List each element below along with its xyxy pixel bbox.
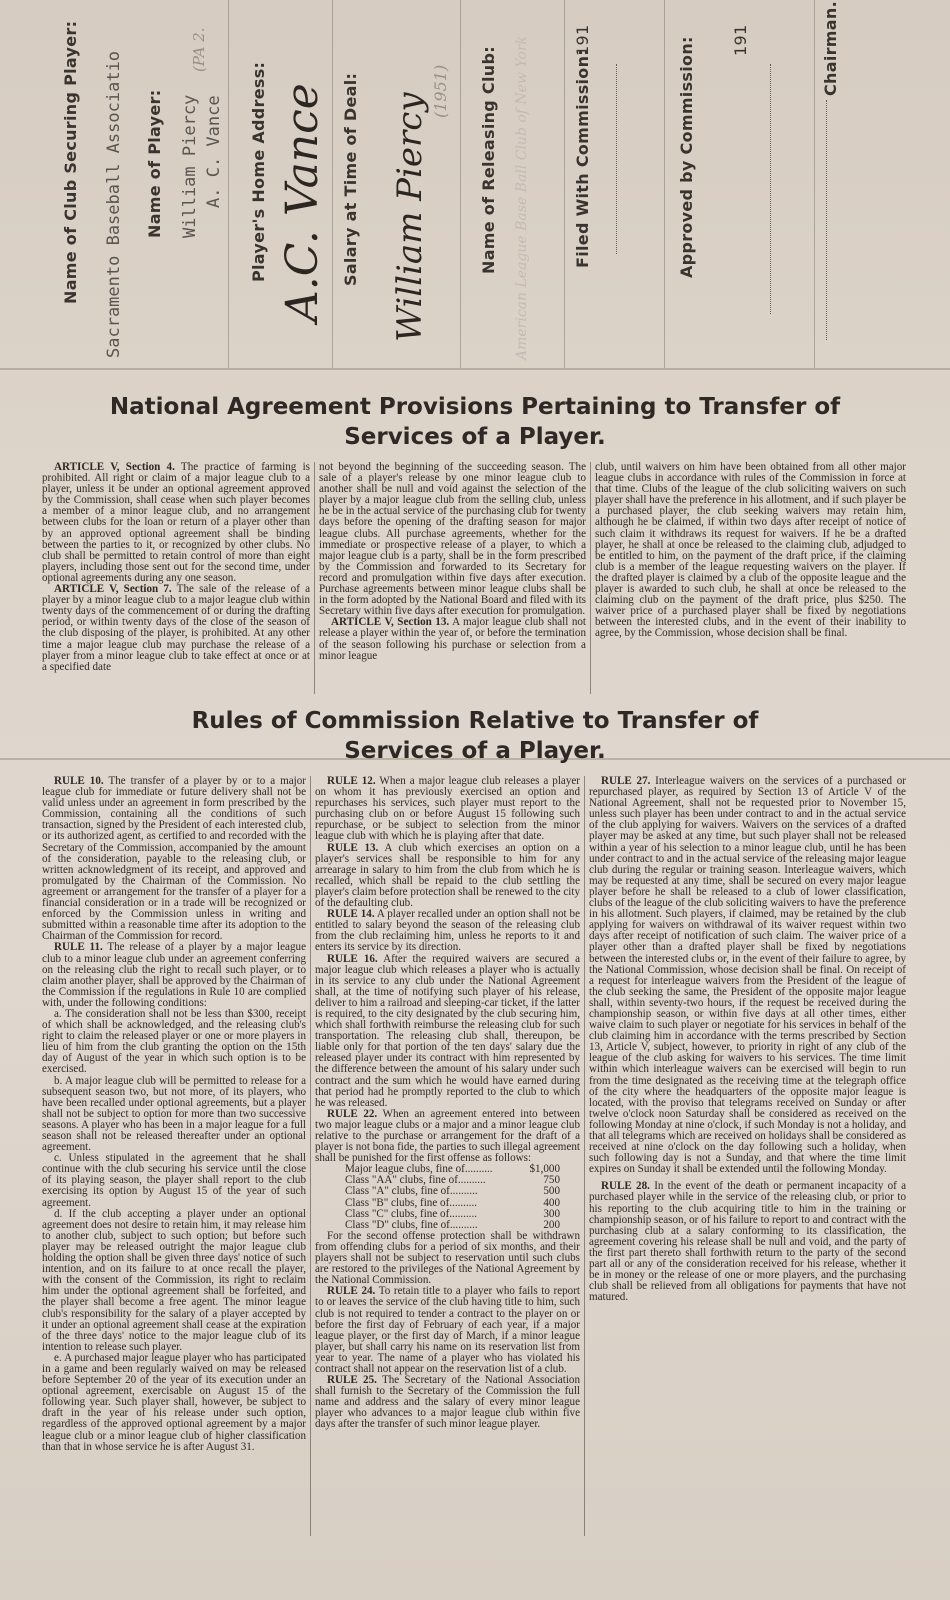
rule-paragraph: RULE 28. In the event of the death or permanent incapacity of a purchased player while in the service of the releasing club, or prior to his reporting to the club acquiring title to him in the training or championship season, or of his failure to report to and contract with the purchasing club at a salary conforming to its classification, the agreement covering his release shall be null and void, and the party of the first part thereto shall forthwith return to the party of the second part all or any of the consideration received for his release, whether it be in money or the release of one or more players, and the purchasing club shall be relieved from all obligations for payments that have not matured. <box>589 1180 907 1304</box>
value-club-securing: Sacramento Baseball Associatio <box>104 50 124 358</box>
rule-paragraph: RULE 12. When a major league club releases a player on whom it has previously exercised an option and repurchases his services, such player must report to the purchasing club on or before August 15 following such repurchase, or be subject to selection from the minor league club with which he is playing after that date. <box>315 775 580 843</box>
label-home-address: Player's Home Address: <box>249 61 268 282</box>
form-col-club-player <box>40 0 229 368</box>
form-col-salary <box>332 0 461 368</box>
stamp-releasing-club: American League Base Ball Club of New York <box>514 35 530 360</box>
fine-row: Class "AA" clubs, fine of.......... 750 <box>345 1174 560 1187</box>
label-filed: Filed With Commission: <box>573 49 592 268</box>
section1-title-line2: Services of a Player. <box>344 424 606 450</box>
section2-title-line2: Services of a Player. <box>344 738 606 764</box>
rule-paragraph: RULE 16. After the required waivers are secured a major league club which releases a player who is actually in its service to any club under the National Agreement shall, at the time of notifying such player of his release, deliver to him a railroad and sleeping-car ticket, if the latter is required, to the city designated by the club securing him, which shall forthwith reimburse the releasing club for such transportation. The releasing club shall, thereupon, be liable only for that portion of the ten days' salary due the released player under its contract with him represented by the difference between the amount of his salary under such contract and the sum which he would have earned during that period had he promptly reported to the club to which he was released. <box>315 952 580 1109</box>
paragraph: ARTICLE V, Section 7. The sale of the release of a player by a minor league club to a major league club within twenty days of the commencement of or during the drafting period, or within twenty days of the close of the season of the club disposing of the player, is prohibited. At any other time a major league club may purchase the release of a player from a minor league club to take effect at once or at a specified date <box>42 583 310 673</box>
chairman-line <box>826 100 827 340</box>
approved-year: 191 <box>731 24 750 56</box>
fine-row: Class "C" clubs, fine of.......... 300 <box>345 1207 560 1220</box>
salary-note: (1951) <box>431 64 450 118</box>
signature-piercy: William Piercy <box>390 92 430 342</box>
rule-paragraph: RULE 13. A club which exercises an option on a player's services shall be responsible to him for any arrearage in salary to him from the club from which he is recalled, which shall be repaid to the club settling the player's claim before protection shall be renewed to the city of the defaulting club. <box>315 841 580 910</box>
section2-title-line1: Rules of Commission Relative to Transfer of <box>191 708 759 734</box>
label-chairman: Chairman. <box>821 1 840 96</box>
fine-row: Major league clubs, fine of.......... $1,000 <box>345 1163 560 1176</box>
rule-paragraph: b. A major league club will be permitted to release for a subsequent season two, but not more, of its players, who have been recalled under optional agreements, but a player shall not be subject to option for more than two successive seasons. A player who has been in a major league for a full season shall not be released thereafter under an optional agreement. <box>42 1074 306 1154</box>
paragraph: ARTICLE V, Section 13. A major league club shall not release a player within the year of, or before the termination of the season following his purchase or selection from a minor league <box>319 616 586 662</box>
rule-paragraph: a. The consideration shall not be less than $300, receipt of which shall be acknowledged, and the releasing club's right to claim the released player or one or more players in lieu of him from the club granting the option on the 15th day of August of the year in which such option is to be exercised. <box>42 1007 306 1076</box>
section2-col1 <box>38 776 310 1536</box>
label-approved: Approved by Commission: <box>677 36 696 278</box>
paragraph: ARTICLE V, Section 4. The practice of farming is prohibited. All right or claim of a major league club to a player, unless it be under an optional agreement approved by the Commission, shall cease when such player becomes a member of a minor league club, and no arrangement between clubs for the loan or return of a player other than by an approved optional agreement shall be binding between the parties to it, or recognized by other clubs. No club shall be permitted to retain control of more than eight players, including those sent out for the second time, under optional agreements during any one season. <box>42 461 310 584</box>
rule-paragraph: RULE 22. When an agreement entered into between two major league clubs or a major and a minor league club relative to the purchase or arrangement for the draft of a player is not bona fide, the parties to such illegal agreement shall be punished for the first offense as follows: <box>315 1107 580 1165</box>
filed-year: 191 <box>573 24 592 56</box>
fines-table <box>315 1164 580 1231</box>
filed-line <box>616 64 617 254</box>
label-salary: Salary at Time of Deal: <box>341 72 360 286</box>
section1-title <box>0 392 950 452</box>
section2-col3 <box>584 776 910 1536</box>
transfer-form <box>0 0 950 368</box>
paragraph: club, until waivers on him have been obtained from all other major league clubs in accordance with rules of the Commission in force at that time. Clubs of the league of the club soliciting waivers on such player shall have the preference in his allotment, and if such player be a purchased player, the club seeking waivers may retain him, although he be claimed, if within two days after receipt of notice of such claim it withdraws its request for waivers. If he be a drafted player, he shall at once be released to the claiming club, adjudged to be entitled to him, on the payment of the draft price, if the claiming club is a member of the league requesting waivers on the player. If the drafted player is claimed by a club of the opposite league and the player is awarded to such club, he shall at once be released to the claiming club on the payment of the draft price, plus $250. The waiver price of a purchased player shall be fixed by negotiations between the interested clubs, and in the event of their inability to agree, by the Commission, whose decision shall be final. <box>595 461 906 640</box>
label-club-securing: Name of Club Securing Player: <box>61 20 80 304</box>
handwritten-note: (PA 2. <box>190 27 208 72</box>
rule-paragraph: RULE 27. Interleague waivers on the services of a purchased or repurchased player, as required by Section 13 of Article V of the National Agreement, shall not be requested prior to November 15, unless such player has been under contract to and in the actual service of the club applying for waivers. Waivers on the services of a drafted player may be asked at any time, but such player shall not be released within a year of his selection to a minor league club, until he has been under contract to and in the actual service of the releasing major league club during the regular or training season. Interleague waivers, which may be requested at any time, shall be secured on every major league player before he shall be released to a club of lower classification, clubs of the league of the club soliciting waivers to have the preference in his allotment. Such players, if claimed, may be retained by the club applying for waivers on withdrawal of its waiver request within two days after receipt of notification of such claim. The waiver price of a player other than a drafted player shall be fixed by negotiations between the interested clubs or, in the event of their failure to agree, by the National Commission, whose decision shall be final. On receipt of a request for interleague waivers from the President of the league of the club seeking the same, the President of the opposite major league shall, within seventy-two hours, if the request be received during the championship season, or within five days at all other times, either waive claim to such player or negotiate for his services in behalf of the club claiming him in accordance with the terms prescribed by Section 13, Article V, subject, however, to priority in right of any club of the league of the club asking for waivers to his services. The time limit within which interleague waivers can be exercised will begin to run from the time designated as the receiving time at the telegraph office of the city where the headquarters of the opposite major league is located, with the proviso that telegrams received on Sunday or after twelve o'clock noon Saturday shall be considered as received on the following Monday at nine o'clock, if such Monday is not a holiday, and that all telegrams which are received on holidays shall be considered as received at nine o'clock on the day following such a holiday, when such following day is not a Sunday, and that where the time limit expires on Sunday it shall be extended until the following Monday. <box>589 775 906 1176</box>
section1-col2 <box>314 462 590 694</box>
signature-vance: A.C. Vance <box>277 83 328 322</box>
rule-paragraph: RULE 10. The transfer of a player by or to a major league club for immediate or future delivery shall not be valid unless under an agreement in form prescribed by the Commission, containing all the conditions of such transaction, signed by the President of each interested club, or its authorized agent, as certified to and recorded with the Secretary of the Commission, accompanied by the amount of the consideration, payable to the releasing club, or written acknowledgment of its receipt, and approved and promulgated by the Chairman of the Commission. No agreement or arrangement for the transfer of a player for a financial consideration or in a trade will be recognized or enforced by the Commission unless in writing and submitted within a reasonable time after its adoption to the Chairman of the Commission for record. <box>42 775 307 943</box>
rule-paragraph: RULE 11. The release of a player by a major league club to a minor league club under an agreement conferring on the releasing club the right to recall such player, or to claim another player, shall be approved by the Chairman of the Commission if the regulations in Rule 10 are complied with, under the following conditions: <box>42 941 306 1009</box>
rule-paragraph: c. Unless stipulated in the agreement that he shall continue with the club securing his service until the close of its playing season, the player shall report to the club exercising its option by August 15 of the year of such agreement. <box>42 1152 307 1209</box>
form-col-approved <box>664 0 815 368</box>
rule-paragraph: RULE 25. The Secretary of the National Association shall furnish to the Secretary of the Commission the full name and address and the salary of every minor league player who advances to a major league club within five days after the transfer of such minor league player. <box>315 1374 580 1431</box>
value-player-2: A. C. Vance <box>204 95 224 208</box>
fold-line <box>0 368 950 370</box>
form-col-chairman <box>814 0 950 368</box>
rule-paragraph: RULE 24. To retain title to a player who fails to report to or leaves the service of the club having title to him, such club is not required to tender a contract to the player on or before the first day of February of each year, if a major league player, or the first day of March, if a minor league player, but shall carry his name on its reservation list from year to year. The name of a player who has violated his contract shall not appear on the reservation list of a club. <box>315 1285 581 1375</box>
label-player-name: Name of Player: <box>145 89 164 238</box>
section1-col1 <box>38 462 314 694</box>
section2-col2 <box>310 776 584 1536</box>
fine-row: Class "D" clubs, fine of.......... 200 <box>345 1218 560 1231</box>
rule-paragraph: d. If the club accepting a player under an optional agreement does not desire to retain him, it may release him to another club, subject to such option; but before such player may be released outright the major league club holding the option shall be given three days' notice of such intention, and on its failure to at once recall the player, with the consent of the Commission, its right to reclaim him under the optional agreement shall be forfeited, and the player shall become a free agent. The minor league club's responsibility for the salary of a player accepted by it under an optional agreement shall cease at the expiration of the three days' notice to the major league club of its intention to release such player. <box>42 1207 306 1353</box>
form-col-releasing <box>460 0 565 368</box>
label-releasing-club: Name of Releasing Club: <box>479 46 498 274</box>
form-col-filed <box>564 0 665 368</box>
section2-columns <box>38 776 910 1536</box>
rule-paragraph: For the second offense protection shall be withdrawn from offending clubs for a period of six months, and their players shall not be subject to reservation until such clubs are restored to the privileges of the National Agreement by the National Commission. <box>315 1229 580 1287</box>
approved-line <box>770 64 771 314</box>
section1-col3 <box>590 462 910 694</box>
rule-paragraph: e. A purchased major league player who has participated in a game and been regularly waived on may be released before September 20 of the year of its execution under an optional agreement, exercisable on August 15 of the following year. Such player shall, however, be subject to draft in the year of his release under such option, regardless of the approved optional agreement by a major league club or a minor league club of higher classification than that in whose service he is after August 31. <box>42 1351 306 1453</box>
section1-title-line1: National Agreement Provisions Pertaining to Transfer of <box>109 394 841 420</box>
section1-columns <box>38 462 910 694</box>
section2-title <box>0 706 950 766</box>
value-player-1: William Piercy <box>180 94 200 238</box>
rule-paragraph: RULE 14. A player recalled under an option shall not be entitled to salary beyond the season of the releasing club from the club reclaiming him, unless he reports to it and enters its service by its direction. <box>315 908 580 954</box>
fine-row: Class "B" clubs, fine of.......... 400 <box>345 1196 560 1209</box>
fine-row: Class "A" clubs, fine of.......... 500 <box>345 1185 560 1198</box>
form-col-home-address <box>228 0 333 368</box>
paragraph: not beyond the beginning of the succeeding season. The sale of a player's release by one minor league club to another shall be null and void against the selection of the player by a major league club from the selling club, unless he be in the actual service of the purchasing club for twenty days before the opening of the drafting season for major league clubs. All purchase agreements, whether for the immediate or prospective release of a player, to which a major league club is a party, shall be in the form prescribed by the Commission and forwarded to its Secretary for record and promulgation within five days after execution. Purchase agreements between minor league clubs shall be in the form adopted by the National Board and filed with its Secretary within five days after execution for promulgation. <box>319 461 586 618</box>
